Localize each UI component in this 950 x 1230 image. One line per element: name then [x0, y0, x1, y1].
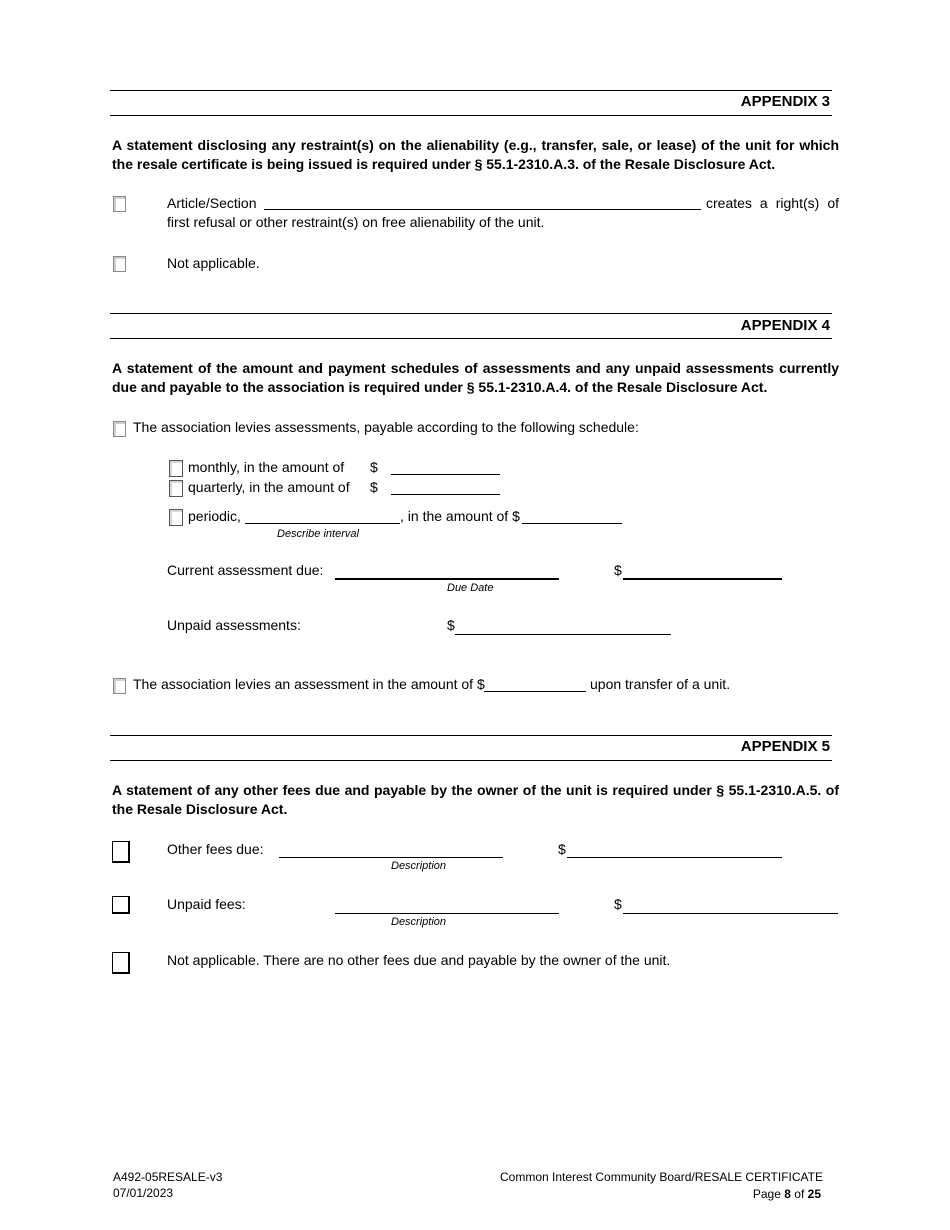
transfer-assessment-suffix: upon transfer of a unit.	[590, 676, 731, 692]
not-applicable-5-label: Not applicable. There are no other fees due and payable by the owner of the unit.	[167, 952, 671, 968]
unpaid-fees-amount-field[interactable]	[623, 913, 838, 914]
not-applicable-5-checkbox[interactable]	[112, 952, 130, 974]
unpaid-assessments-dollar: $	[447, 617, 455, 633]
periodic-mid-label: , in the amount of $	[400, 508, 520, 524]
other-fees-description-field[interactable]	[279, 857, 503, 858]
unpaid-assessments-field[interactable]	[455, 634, 671, 635]
unpaid-fees-label: Unpaid fees:	[167, 896, 246, 912]
footer-of-word: of	[794, 1187, 805, 1201]
footer-title: Common Interest Community Board/RESALE CERTIFICATE	[500, 1170, 823, 1184]
footer-page-word: Page	[752, 1187, 781, 1201]
restraint-line2: first refusal or other restraint(s) on free alienability of the unit.	[167, 214, 545, 230]
appendix3-rule-bottom	[110, 115, 832, 116]
monthly-checkbox[interactable]	[169, 460, 183, 477]
footer-page-total: 25	[807, 1187, 821, 1201]
other-fees-checkbox[interactable]	[112, 841, 130, 863]
unpaid-assessments-label: Unpaid assessments:	[167, 617, 301, 633]
transfer-assessment-checkbox[interactable]	[113, 678, 126, 694]
current-due-amount-field[interactable]	[623, 578, 782, 580]
restraint-line1-suffix: creates a right(s) of	[706, 195, 839, 211]
other-fees-amount-field[interactable]	[567, 857, 782, 858]
unpaid-fees-description-caption: Description	[391, 916, 447, 928]
transfer-assessment-prefix: The association levies an assessment in the amount of $	[133, 676, 485, 692]
other-fees-label: Other fees due:	[167, 841, 264, 857]
periodic-checkbox[interactable]	[169, 509, 183, 526]
not-applicable-3-checkbox[interactable]	[113, 256, 126, 272]
footer-page-number	[600, 1187, 821, 1202]
footer-page-current: 8	[784, 1187, 791, 1201]
footer-date: 07/01/2023	[113, 1186, 174, 1200]
current-due-date-field[interactable]	[335, 578, 559, 580]
periodic-amount-field[interactable]	[522, 523, 622, 524]
appendix4-heading: APPENDIX 4	[740, 317, 830, 334]
quarterly-label: quarterly, in the amount of	[188, 479, 350, 495]
monthly-label: monthly, in the amount of	[188, 459, 345, 475]
appendix5-rule-bottom	[110, 760, 832, 761]
current-due-label: Current assessment due:	[167, 562, 324, 578]
levies-assessments-checkbox[interactable]	[113, 421, 126, 437]
appendix4-rule	[110, 313, 832, 314]
monthly-amount-field[interactable]	[391, 474, 500, 475]
appendix3-statement: A statement disclosing any restraint(s) on the alienability (e.g., transfer, sale, or lease) of the unit for which the resale certificate is being issued is required under § 55.1-2310.A.3. of the Resale Disclosure Act.	[112, 137, 839, 172]
appendix3-heading: APPENDIX 3	[740, 93, 830, 110]
appendix3-rule	[110, 90, 832, 91]
unpaid-fees-description-field[interactable]	[335, 913, 559, 914]
footer-form-id: A492-05RESALE-v3	[113, 1170, 223, 1184]
unpaid-fees-dollar: $	[614, 896, 622, 912]
due-date-caption: Due Date	[447, 582, 494, 594]
quarterly-amount-field[interactable]	[391, 494, 500, 495]
periodic-interval-field[interactable]	[245, 523, 400, 524]
appendix4-rule-bottom	[110, 338, 832, 339]
appendix4-statement: A statement of the amount and payment schedules of assessments and any unpaid assessments currently due and payable to the association is required under § 55.1-2310.A.4. of the Resale Disclosure Act.	[112, 360, 839, 395]
restraint-checkbox[interactable]	[113, 196, 126, 212]
quarterly-dollar: $	[370, 479, 378, 495]
monthly-dollar: $	[370, 459, 378, 475]
appendix5-statement: A statement of any other fees due and payable by the owner of the unit is required under § 55.1-2310.A.5. of the Resale Disclosure Act.	[112, 782, 839, 817]
unpaid-fees-checkbox[interactable]	[112, 896, 130, 914]
article-section-field[interactable]	[264, 209, 701, 210]
periodic-label: periodic,	[188, 508, 241, 524]
article-section-label: Article/Section	[167, 195, 257, 211]
appendix5-heading: APPENDIX 5	[740, 738, 830, 755]
appendix5-rule	[110, 735, 832, 736]
current-due-dollar: $	[614, 562, 622, 578]
other-fees-description-caption: Description	[391, 860, 447, 872]
quarterly-checkbox[interactable]	[169, 480, 183, 497]
transfer-assessment-field[interactable]	[484, 691, 586, 692]
other-fees-dollar: $	[558, 841, 566, 857]
describe-interval-caption: Describe interval	[277, 528, 359, 540]
not-applicable-3-label: Not applicable.	[167, 255, 260, 271]
levies-assessments-label: The association levies assessments, payable according to the following schedule:	[133, 419, 639, 435]
